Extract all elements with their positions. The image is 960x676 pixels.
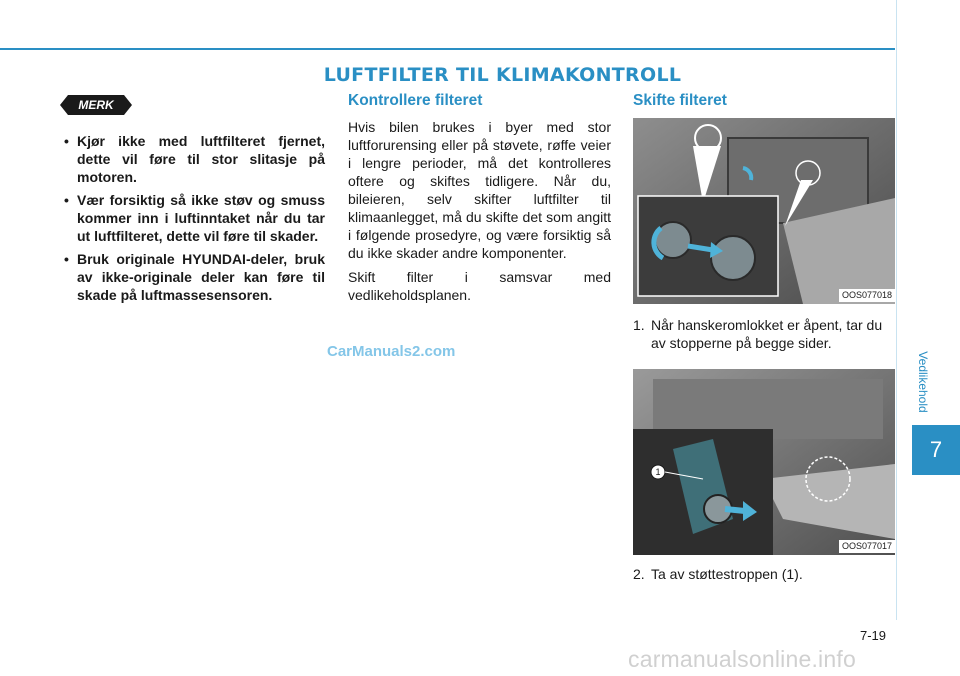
notice-badge [60,95,132,115]
notice-column [60,95,325,309]
site-watermark: CarManuals2.com [327,343,456,360]
step-number: 1. [633,317,645,333]
top-rule [0,48,895,50]
chapter-tab[interactable]: 7 [912,425,960,475]
footer-watermark: carmanualsonline.info [628,646,856,672]
notice-item: • Kjør ikke med luftfilteret fjernet, dette vil føre til stor slitasje på motoren. [60,132,325,186]
step-text: Når hanskeromlokket er åpent, tar du av stopperne på begge sider. [651,317,883,351]
step-2 [633,565,895,583]
notice-item: • Bruk originale HYUNDAI-deler, bruk av ikke-originale deler kan føre til skade på luftmassesensoren. [60,250,325,304]
notice-badge-label: MERK [78,98,114,112]
inspect-paragraph: Skift filter i samsvar med vedlikeholdsplanen. [348,269,611,303]
inspect-paragraph: Hvis bilen brukes i byer med stor luftforurensing eller på støvete, røffe veier i lengre perioder, må det kontrolleres oftere og skiftes tidligere. Når du, bileieren, selv skifter luftfilter til klimaanlegget, må du skifte det som angitt i følgende prosedyre, og være forsiktig så du ikke skader andre komponenter. [348,119,611,261]
step-number: 2. [633,566,645,582]
figure-code: OOS077017 [839,540,895,553]
callout-label: 1 [655,467,661,477]
glovebox-stoppers-illustration [633,118,895,304]
inspect-column [348,92,611,310]
chapter-label: Vedlikehold [916,351,930,413]
section-title: LUFTFILTER TIL KLIMAKONTROLL [323,64,682,86]
figure-glovebox-stoppers [633,118,895,304]
notice-list [60,132,325,304]
step-1 [633,316,895,352]
side-rule [896,0,897,620]
step-text: Ta av støttestroppen (1). [651,566,803,582]
figure-support-strap [633,369,895,555]
replace-heading: Skifte filteret [633,92,727,109]
inspect-heading: Kontrollere filteret [348,92,483,109]
figure-code: OOS077018 [839,289,895,302]
support-strap-illustration [633,369,895,555]
replace-column [633,92,895,600]
notice-item: • Vær forsiktig så ikke støv og smuss kommer inn i luftinntaket når du tar ut luftfilteret, dette vil føre til skader. [60,191,325,245]
page-number: 7-19 [860,628,887,643]
